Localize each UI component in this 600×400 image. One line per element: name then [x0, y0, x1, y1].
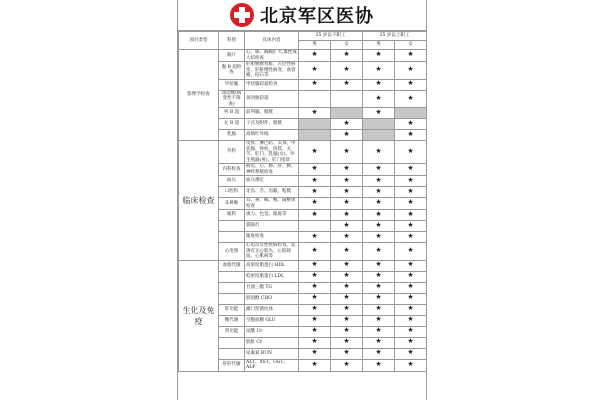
star-icon: ★: [407, 337, 414, 346]
mark-cell: [395, 198, 427, 210]
star-icon: ★: [407, 326, 414, 335]
dept-cell: 胸片: [219, 50, 245, 62]
dept-cell: 男 B 超: [219, 108, 245, 119]
star-icon: ★: [343, 129, 350, 138]
star-icon: ★: [407, 164, 414, 173]
mark-cell: [331, 108, 363, 119]
mark-cell: [363, 210, 395, 221]
category-cell: [179, 50, 219, 141]
mark-cell: [363, 243, 395, 261]
star-icon: ★: [343, 304, 350, 313]
mark-cell: [331, 119, 363, 130]
star-icon: ★: [375, 164, 382, 173]
mark-cell: [299, 119, 331, 130]
star-icon: ★: [343, 271, 350, 280]
mark-cell: [299, 164, 331, 176]
star-icon: ★: [407, 175, 414, 184]
star-icon: ★: [343, 209, 350, 218]
star-icon: ★: [343, 79, 350, 88]
mark-cell: [395, 187, 427, 198]
table-row: [179, 260, 427, 271]
dept-cell: 女 B 超: [219, 119, 245, 130]
mark-cell: [299, 62, 331, 80]
mark-cell: [395, 260, 427, 271]
table-row: [179, 141, 427, 164]
mark-cell: [363, 62, 395, 80]
star-icon: ★: [375, 304, 382, 313]
star-icon: ★: [343, 231, 350, 240]
mark-cell: [331, 337, 363, 348]
star-icon: ★: [407, 118, 414, 127]
star-icon: ★: [407, 246, 414, 254]
star-icon: ★: [375, 348, 382, 357]
content-cell: 裂隙灯: [245, 221, 299, 232]
mark-cell: [331, 260, 363, 271]
content-cell: 尿素氮 BUN: [245, 348, 299, 359]
col-header-dept: 科别: [219, 32, 245, 50]
star-icon: ★: [407, 271, 414, 280]
content-cell: 眼底检查: [245, 232, 299, 243]
content-cell: 高频红外线: [245, 130, 299, 141]
mark-cell: [331, 187, 363, 198]
star-icon: ★: [375, 337, 382, 346]
mark-cell: [395, 108, 427, 119]
star-icon: ★: [407, 186, 414, 195]
star-icon: ★: [375, 93, 382, 102]
star-icon: ★: [311, 337, 318, 346]
dept-cell: 肝肝代谢: [219, 359, 245, 371]
content-cell: 胆固醇 CHO: [245, 293, 299, 304]
table-row: [179, 50, 427, 62]
star-icon: ★: [375, 246, 382, 254]
star-icon: ★: [311, 282, 318, 291]
mark-cell: [331, 176, 363, 187]
col-header-over35: 35 岁以上职工: [363, 32, 427, 41]
mark-cell: [363, 282, 395, 293]
star-icon: ★: [375, 65, 382, 73]
dept-cell: 甲状腺: [219, 79, 245, 90]
dept-cell: [219, 232, 245, 243]
star-icon: ★: [343, 65, 350, 73]
content-cell: 尿酸 Ur: [245, 326, 299, 337]
star-icon: ★: [407, 209, 414, 218]
mark-cell: [299, 176, 331, 187]
exam-items-table: [178, 31, 427, 372]
star-icon: ★: [343, 260, 350, 269]
mark-cell: [395, 130, 427, 141]
content-cell: 前列腺、膀胱: [245, 108, 299, 119]
star-icon: ★: [375, 359, 382, 368]
content-cell: 皮肤、淋巴结、头颈、甲状腺、脊柱、四肢、关节、肛门、乳腺(女)、外生殖器(男)、肛门指诊: [245, 141, 299, 164]
mark-cell: [299, 315, 331, 326]
star-icon: ★: [343, 186, 350, 195]
mark-cell: [395, 62, 427, 80]
mark-cell: [331, 130, 363, 141]
col-header-content: 具体内容: [245, 32, 299, 50]
star-icon: ★: [343, 293, 350, 302]
mark-cell: [299, 90, 331, 108]
star-icon: ★: [343, 146, 350, 155]
mark-cell: [363, 293, 395, 304]
content-cell: 甲状腺彩超检查: [245, 79, 299, 90]
mark-cell: [395, 90, 427, 108]
star-icon: ★: [375, 231, 382, 240]
mark-cell: [395, 337, 427, 348]
content-cell: 耳、鼻、咽、喉、扁桃体检查: [245, 198, 299, 210]
category-label: 影像学检查: [187, 92, 210, 98]
dept-cell: 眼科: [219, 210, 245, 221]
mark-cell: [395, 210, 427, 221]
content-cell: 甘油三酯 TG: [245, 282, 299, 293]
mark-cell: [395, 359, 427, 371]
content-cell: 血压测定: [245, 176, 299, 187]
mark-cell: [299, 304, 331, 315]
star-icon: ★: [375, 146, 382, 155]
mark-cell: [363, 164, 395, 176]
star-icon: ★: [407, 359, 414, 368]
dept-cell: [219, 293, 245, 304]
mark-cell: [299, 282, 331, 293]
mark-cell: [331, 232, 363, 243]
mark-cell: [299, 210, 331, 221]
star-icon: ★: [407, 146, 414, 155]
mark-cell: [395, 315, 427, 326]
mark-cell: [395, 348, 427, 359]
star-icon: ★: [407, 260, 414, 269]
star-icon: ★: [343, 282, 350, 291]
mark-cell: [395, 50, 427, 62]
mark-cell: [363, 260, 395, 271]
dept-cell: 肾功能: [219, 326, 245, 337]
mark-cell: [299, 187, 331, 198]
star-icon: ★: [375, 315, 382, 324]
star-icon: ★: [407, 65, 414, 73]
mark-cell: [363, 315, 395, 326]
mark-cell: [331, 271, 363, 282]
star-icon: ★: [343, 50, 350, 59]
star-icon: ★: [343, 175, 350, 184]
star-icon: ★: [311, 315, 318, 324]
star-icon: ★: [375, 209, 382, 218]
star-icon: ★: [311, 304, 318, 313]
category-cell: [179, 141, 219, 261]
dept-cell: 颈动脉(病变性不筛查): [219, 90, 245, 108]
mark-cell: [363, 304, 395, 315]
mark-cell: [395, 119, 427, 130]
dept-cell: 口腔科: [219, 187, 245, 198]
mark-cell: [363, 176, 395, 187]
mark-cell: [395, 293, 427, 304]
star-icon: ★: [375, 50, 382, 59]
mark-cell: [331, 198, 363, 210]
mark-cell: [331, 221, 363, 232]
mark-cell: [299, 348, 331, 359]
mark-cell: [331, 304, 363, 315]
mark-cell: [299, 243, 331, 261]
star-icon: ★: [343, 337, 350, 346]
mark-cell: [299, 130, 331, 141]
mark-cell: [299, 337, 331, 348]
dept-cell: 耳鼻喉: [219, 198, 245, 210]
mark-cell: [363, 79, 395, 90]
star-icon: ★: [311, 164, 318, 173]
col-header-male: 男: [299, 41, 331, 50]
mark-cell: [331, 90, 363, 108]
content-cell: 牙齿、舌、齿龈、粘膜: [245, 187, 299, 198]
content-cell: 子宫及附件、膀胱: [245, 119, 299, 130]
star-icon: ★: [343, 315, 350, 324]
star-icon: ★: [343, 118, 350, 127]
category-cell: [179, 260, 219, 371]
category-label: 临床检查: [182, 195, 215, 205]
dept-cell: [219, 348, 245, 359]
mark-cell: [363, 50, 395, 62]
mark-cell: [395, 176, 427, 187]
star-icon: ★: [375, 293, 382, 302]
star-icon: ★: [375, 175, 382, 184]
form-title: 北京军区医协: [260, 6, 374, 27]
mark-cell: [299, 108, 331, 119]
mark-cell: [395, 271, 427, 282]
star-icon: ★: [375, 198, 382, 207]
dept-cell: [219, 337, 245, 348]
star-icon: ★: [407, 79, 414, 88]
star-icon: ★: [311, 50, 318, 59]
mark-cell: [395, 304, 427, 315]
mark-cell: [331, 79, 363, 90]
mark-cell: [331, 359, 363, 371]
star-icon: ★: [375, 79, 382, 88]
star-icon: ★: [311, 260, 318, 269]
mark-cell: [299, 326, 331, 337]
mark-cell: [363, 232, 395, 243]
star-icon: ★: [311, 186, 318, 195]
star-icon: ★: [407, 129, 414, 138]
star-icon: ★: [407, 220, 414, 229]
content-cell: 肌酐 Cr: [245, 337, 299, 348]
mark-cell: [331, 50, 363, 62]
star-icon: ★: [343, 198, 350, 207]
col-header-female: 女: [331, 41, 363, 50]
star-icon: ★: [407, 231, 414, 240]
mark-cell: [299, 221, 331, 232]
star-icon: ★: [311, 359, 318, 368]
dept-cell: 腹 B 超检查: [219, 62, 245, 80]
mark-cell: [299, 232, 331, 243]
mark-cell: [363, 326, 395, 337]
mark-cell: [363, 198, 395, 210]
col-header-category: 项目类型: [179, 32, 219, 50]
star-icon: ★: [343, 326, 350, 335]
mark-cell: [395, 221, 427, 232]
mark-cell: [331, 326, 363, 337]
content-cell: 视力、色觉、眼底等: [245, 210, 299, 221]
content-cell: 肝胆胰脾肾脏、占位性病变、肝脏慢性病变、血管瘤、结石等: [245, 62, 299, 80]
content-cell: ALT、AST、GGT、ALP: [245, 359, 299, 371]
star-icon: ★: [375, 107, 382, 116]
mark-cell: [299, 79, 331, 90]
star-icon: ★: [311, 198, 318, 207]
mark-cell: [363, 108, 395, 119]
star-icon: ★: [407, 348, 414, 357]
mark-cell: [331, 141, 363, 164]
mark-cell: [363, 90, 395, 108]
dept-cell: 糖代谢: [219, 315, 245, 326]
dept-cell: 内科检查: [219, 164, 245, 176]
star-icon: ★: [343, 348, 350, 357]
star-icon: ★: [407, 93, 414, 102]
mark-cell: [395, 79, 427, 90]
dept-cell: 血压: [219, 176, 245, 187]
content-cell: 高密度脂蛋白 HDL: [245, 260, 299, 271]
mark-cell: [299, 260, 331, 271]
mark-cell: [299, 198, 331, 210]
dept-cell: [219, 221, 245, 232]
star-icon: ★: [311, 175, 318, 184]
red-cross-logo-icon: [230, 3, 254, 27]
star-icon: ★: [407, 282, 414, 291]
star-icon: ★: [311, 146, 318, 155]
content-cell: 心电反应性疾病检查、发现有无心肌失、心肌缺血、心肌病等: [245, 243, 299, 261]
star-icon: ★: [375, 220, 382, 229]
mark-cell: [331, 62, 363, 80]
dept-cell: [219, 271, 245, 282]
star-icon: ★: [311, 293, 318, 302]
star-icon: ★: [375, 260, 382, 269]
mark-cell: [363, 359, 395, 371]
mark-cell: [395, 164, 427, 176]
category-label: 生化及免疫: [182, 305, 215, 326]
mark-cell: [363, 348, 395, 359]
mark-cell: [363, 187, 395, 198]
content-cell: 低密度脂蛋白 LDL: [245, 271, 299, 282]
content-cell: 心、肺、胸膜扩大,血性成人结检查: [246, 50, 297, 61]
star-icon: ★: [407, 198, 414, 207]
mark-cell: [363, 337, 395, 348]
mark-cell: [395, 326, 427, 337]
mark-cell: [363, 221, 395, 232]
form-header: [178, 0, 426, 31]
star-icon: ★: [311, 246, 318, 254]
mark-cell: [331, 243, 363, 261]
mark-cell: [331, 210, 363, 221]
dept-cell: 外科: [219, 141, 245, 164]
star-icon: ★: [311, 65, 318, 73]
star-icon: ★: [311, 326, 318, 335]
star-icon: ★: [311, 79, 318, 88]
star-icon: ★: [375, 282, 382, 291]
col-header-under35: 35 岁以下职工: [299, 32, 363, 41]
mark-cell: [395, 243, 427, 261]
col-header-male: 男: [363, 41, 395, 50]
star-icon: ★: [375, 271, 382, 280]
mark-cell: [363, 271, 395, 282]
dept-cell: 血脂代谢: [219, 260, 245, 271]
star-icon: ★: [407, 50, 414, 59]
content-cell: 颈动脉彩超: [245, 90, 299, 108]
star-icon: ★: [311, 271, 318, 280]
mark-cell: [395, 282, 427, 293]
mark-cell: [299, 359, 331, 371]
dept-cell: 乳腺: [219, 130, 245, 141]
star-icon: ★: [407, 293, 414, 302]
star-icon: ★: [311, 209, 318, 218]
star-icon: ★: [407, 304, 414, 313]
star-icon: ★: [343, 220, 350, 229]
mark-cell: [331, 282, 363, 293]
mark-cell: [395, 232, 427, 243]
content-cell: 病史、心、肺、肝、脾、神经系统检查: [245, 164, 299, 176]
dept-cell: 肝功能: [219, 304, 245, 315]
mark-cell: [395, 141, 427, 164]
exam-form-sheet: [177, 0, 427, 400]
mark-cell: [363, 130, 395, 141]
mark-cell: [299, 141, 331, 164]
mark-cell: [299, 271, 331, 282]
content-cell: 空腹血糖 GLU: [245, 315, 299, 326]
star-icon: ★: [407, 315, 414, 324]
content-cell: 幽门型菌抗体: [245, 304, 299, 315]
mark-cell: [331, 348, 363, 359]
star-icon: ★: [343, 359, 350, 368]
star-icon: ★: [311, 231, 318, 240]
mark-cell: [363, 141, 395, 164]
mark-cell: [299, 293, 331, 304]
dept-cell: [219, 282, 245, 293]
mark-cell: [331, 293, 363, 304]
dept-cell: 心电图: [219, 243, 245, 261]
mark-cell: [331, 164, 363, 176]
mark-cell: [299, 50, 331, 62]
star-icon: ★: [311, 348, 318, 357]
mark-cell: [331, 315, 363, 326]
star-icon: ★: [343, 246, 350, 254]
star-icon: ★: [311, 107, 318, 116]
star-icon: ★: [375, 186, 382, 195]
star-icon: ★: [375, 326, 382, 335]
mark-cell: [363, 119, 395, 130]
col-header-female: 女: [395, 41, 427, 50]
star-icon: ★: [343, 164, 350, 173]
